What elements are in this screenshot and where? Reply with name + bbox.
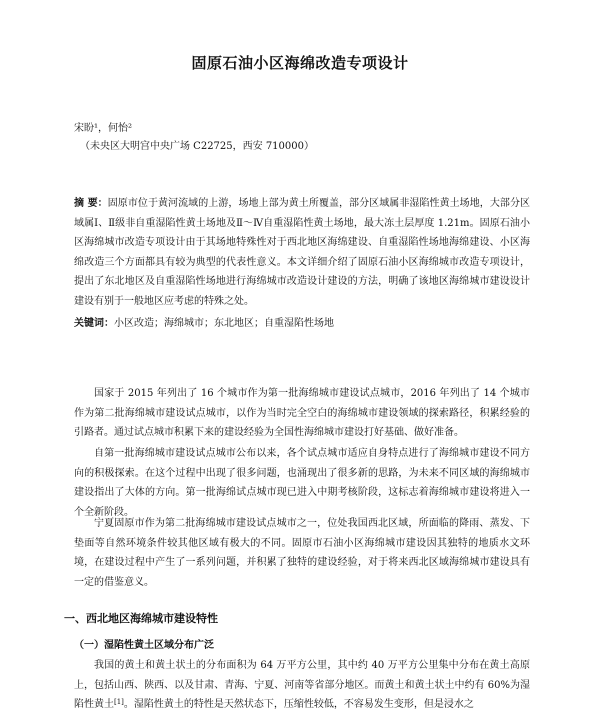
- paragraph-4-text-b: 。湿陷性黄土的特性是天然状态下，压缩性较低，不容易发生变形，但是浸水之: [123, 699, 474, 710]
- body-paragraph-4: [74, 656, 530, 715]
- abstract-label: 摘 要：: [74, 198, 108, 209]
- paragraph-4-text-a: 我国的黄土和黄土状土的分布面积为 64 万平方公里，其中约 40 万平方公里集中分布在黄土高原上，包括山西、陕西、以及甘肃、青海、宁夏、河南等省部分地区。而黄土和黄土状土中约有 60%为湿陷性黄土: [74, 660, 530, 710]
- body-paragraph-3: 宁夏固原市作为第二批海绵城市建设试点城市之一，位处我国西北区域，所面临的降雨、蒸发、下垫面等自然环境条件较其他区域有极大的不同。固原市石油小区海绵城市建设因其独特的地质水文环境，在建设过程中产生了一系列问题，并积累了独特的建设经验，对于将来西北区域海绵城市建设具有一定的借鉴意义。: [74, 518, 530, 588]
- paper-title: 固原石油小区海绵改造专项设计: [191, 54, 409, 72]
- subsection-heading: （一）湿陷性黄土区域分布广泛: [74, 640, 214, 651]
- keywords-label: 关键词：: [74, 318, 114, 329]
- keywords: [74, 314, 334, 329]
- abstract-text: 固原市位于黄河流域的上游，场地上部为黄土所覆盖，部分区域属非湿陷性黄土场地，大部分区域属Ⅰ、Ⅱ级非自重湿陷性黄土场地及Ⅱ～Ⅳ自重湿陷性黄土场地，最大冻土层厚度 1.21m。固原石油小区海绵城市改造专项设计由于其场地特殊性对于西北地区海绵建设、自重湿陷性场地海绵建设、小区海绵改造三个方面都具有较为典型的代表性意义。本文详细介绍了固原石油小区海绵城市改造专项设计，提出了东北地区及自重湿陷性场地进行海绵城市改造设计建设的方法，明确了该地区海绵城市建设设计建设有别于一般地区应考虑的特殊之处。: [74, 198, 531, 307]
- citation-marker: [1]: [114, 698, 124, 706]
- abstract: [74, 194, 530, 311]
- author-line: 宋盼¹，何怡²: [74, 123, 133, 134]
- keywords-text: 小区改造；海绵城市；东北地区；自重湿陷性场地: [114, 318, 334, 329]
- affiliation-line: （未央区大明宫中央广场 C22725，西安 710000）: [80, 141, 314, 152]
- body-paragraph-2: 自第一批海绵城市建设试点城市公布以来，各个试点城市适应自身特点进行了海绵城市建设不同方向的积极探索。在这个过程中出现了很多问题，也涌现出了很多新的思路，为未来不同区域的海绵城市建设指出了大体的方向。第一批海绵试点城市现已进入中期考核阶段，这标志着海绵城市建设将进入一个全新阶段。: [74, 448, 530, 518]
- body-paragraph-1: 国家于 2015 年列出了 16 个城市作为第一批海绵城市建设试点城市，2016 年列出了 14 个城市作为第二批海绵城市建设试点城市，以作为当时完全空白的海绵城市建设领域的探索路径，积累经验的引路者。通过试点城市积累下来的建设经验为全国性海绵城市建设打好基础、做好准备。: [74, 388, 530, 438]
- section-heading: 一、西北地区海绵城市建设特性: [64, 612, 218, 625]
